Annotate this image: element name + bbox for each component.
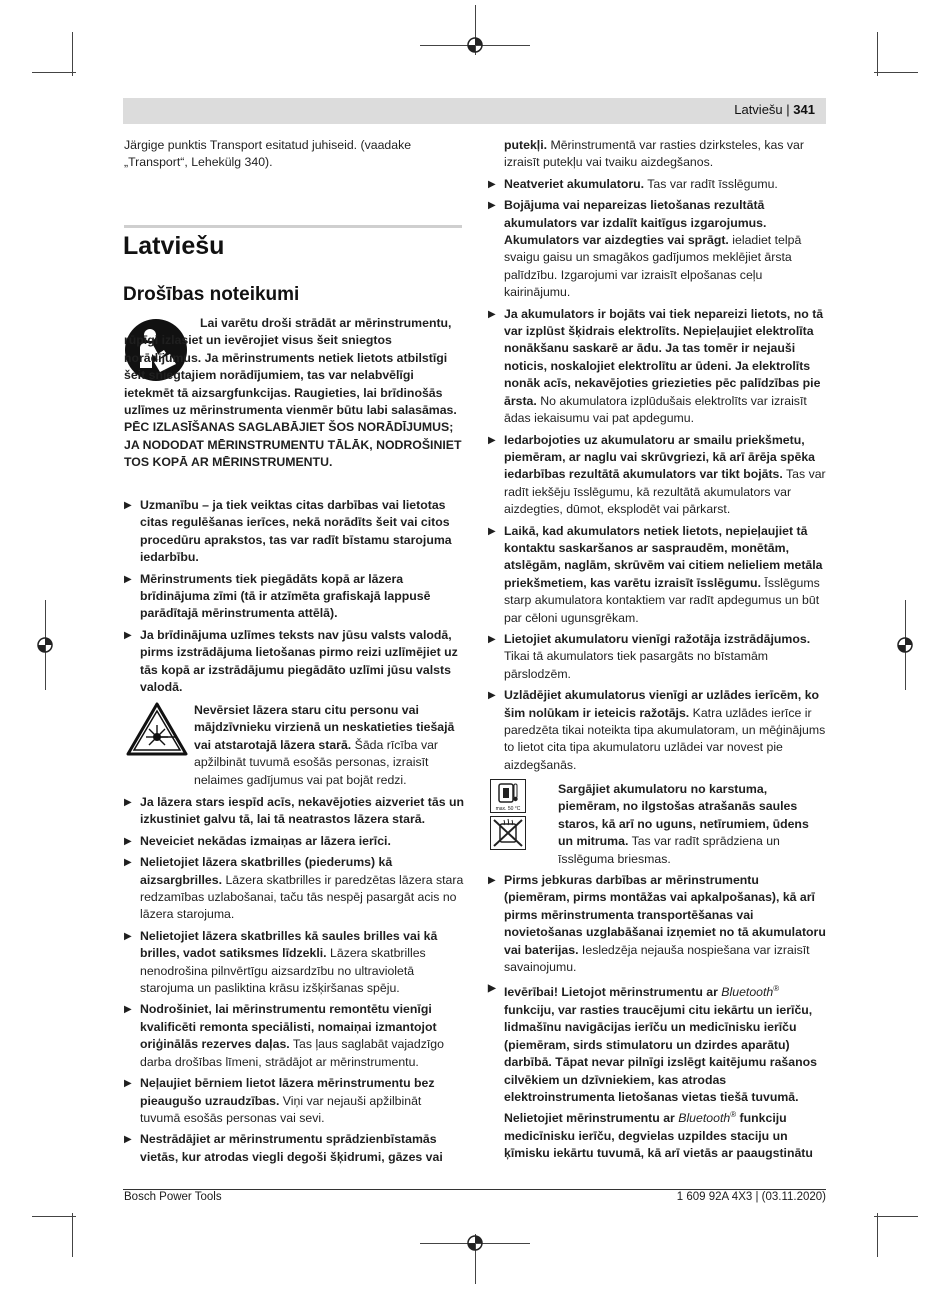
footer-rule <box>123 1189 826 1190</box>
bullet-arrow-icon: ▶ <box>124 629 132 641</box>
bullet-item: ▶ Pirms jebkuras darbības ar mērinstrumentu (piemēram, pirms montāžas vai apkalpošanas), kā arī pirms mērinstrumenta transportēšanas vai novietošanas uzglabāšanai izņemiet no tā akumulatoru vai baterijas. Iesledzēja nejauša nospiešana var izraisīt savainojumu. <box>488 873 826 975</box>
left-bullets-b <box>124 794 464 1166</box>
bullet-arrow-icon: ▶ <box>488 525 496 537</box>
header-section: Latviešu <box>734 102 783 117</box>
bullet-item: ▶ Neļaujiet bērniem lietot lāzera mērinstrumentu bez pieaugušo uzraudzības. Viņi var nejauši apžilbināt tuvumā esošās personas vai sevi. <box>124 1076 435 1125</box>
bullet-item: ▶ Lietojiet akumulatoru vienīgi ražotāja izstrādājumos. Tikai tā akumulators tiek pasargāts no bīstamām pārslodzēm. <box>488 631 811 681</box>
prev-section-paragraph: Järgige punktis Transport esitatud juhiseid. (vaadake „Transport“, Lehekülg 340). <box>124 138 412 170</box>
crop-mark <box>32 1216 76 1217</box>
intro-paragraph <box>124 315 464 472</box>
bullet-arrow-icon: ▶ <box>124 1134 132 1146</box>
bullet-arrow-icon: ▶ <box>488 690 496 702</box>
crop-mark <box>874 72 918 73</box>
bullet-item: ▶ Nodrošiniet, lai mērinstrumentu remontētu vienīgi kvalificēti remonta speciālisti, nomaiņai izmantojot oriģinālās rezerves daļas. Tas ļaus saglabāt vajadzīgo darba drošības līmeni, strādājot ar mērinstrumentu. <box>124 1002 444 1069</box>
footer-doc-id: 1 609 92A 4X3 | (03.11.2020) <box>676 1191 826 1203</box>
bullet-arrow-icon: ▶ <box>488 983 496 995</box>
temperature-caption: max. 50 °C <box>495 806 521 812</box>
bullet-arrow-icon: ▶ <box>488 178 496 190</box>
left-bullets-a <box>124 497 464 696</box>
prev-section-text <box>124 137 464 172</box>
bullet-item: ▶ Nelietojiet lāzera skatbrilles (piederums) kā aizsargbrilles. Lāzera skatbrilles ir paredzētas lāzera stara redzamības uzlabošanai, taču tās nespēj pasargāt acis no lāzera starojuma. <box>124 855 464 922</box>
intro-text: Lai varētu droši strādāt ar mērinstrumentu, rūpīgi izlasiet un ievērojiet visus šeit sniegtos norādījumus. Ja mērinstruments netiek lietots atbilstīgi šeit sniegtajiem norādījumiem, tas var nelabvēlīgi ietekmēt tā aizsargfunkcijas. Raugieties, lai brīdinošās uzlīmes uz mērinstrumenta vienmēr būtu labi salasāmas. PĒC IZLASĪŠANAS SAGLABĀJIET ŠOS NORĀDĪJUMUS; JA NODODAT MĒRINSTRUMENTU TĀLĀK, NODROŠINIET TOS KOPĀ AR MĒRINSTRUMENTU. <box>124 316 462 470</box>
no-water-icon <box>490 816 526 850</box>
bullet-item: ▶ Ja brīdinājuma uzlīmes teksts nav jūsu valsts valodā, pirms izstrādājuma lietošanas pirmo reizi uzlīmējiet uz tās kopā ar izstrādājumu piegādāto uzlīmi jūsu valsts valodā. <box>124 627 458 695</box>
bullet-item: ▶ Laikā, kad akumulators netiek lietots, nepieļaujiet tā kontaktu saskaršanos ar saspraudēm, monētām, atslēgām, naglām, skrūvēm vai citiem nelieliem metāla priekšmetiem, kas varētu izraisīt īsslēgumu. Īsslēgums starp akumulatora kontaktiem var radīt apdegumus un būt par cēloni ugunsgrēkam. <box>488 523 823 625</box>
registration-mark-icon <box>894 634 916 656</box>
bullet-arrow-icon: ▶ <box>124 930 132 942</box>
temperature-icon <box>490 779 526 813</box>
bullet-item: ▶ Mērinstruments tiek piegādāts kopā ar lāzera brīdinājuma zīmi (tā ir atzīmēta grafiskajā lappusē parādītajā mērinstrumenta attēlā). <box>124 571 431 621</box>
bullet-item: ▶ Uzmanību – ja tiek veiktas citas darbības vai lietotas citas regulēšanas ierīces, nekā norādīts šeit vai citos procedūru aprakstos, tas var radīt bīstamu starojuma iedarbību. <box>124 498 452 565</box>
bullet-arrow-icon: ▶ <box>488 875 496 886</box>
bullet-item: ▶ Neatveriet akumulatoru. Tas var radīt īsslēgumu. <box>488 176 827 193</box>
crop-mark <box>72 1213 73 1257</box>
bullet-arrow-icon: ▶ <box>488 200 496 212</box>
laser-warning-icon <box>126 702 188 756</box>
bullet-item: ▶ Bojājuma vai nepareizas lietošanas rezultātā akumulators var izdalīt kaitīgus izgarojumus. Akumulators var aizdegties vai sprāgt. ieladiet telpā svaigu gaisu un smagākos gadījumos meklējiet ārsta palīdzību. Izgarojumi var izraisīt elpošanas ceļu kairinājumu. <box>488 198 802 300</box>
crop-mark <box>877 32 878 76</box>
bullet-item: ▶ Iedarbojoties uz akumulatoru ar smailu priekšmetu, piemēram, ar naglu vai skrūvgriezi, kā arī ārēja spēka iedarbības rezultātā akumulators var tikt bojāts. Tas var radīt iekšēju īsslēgumu, kā rezultātā akumulators var aizdegties, dūmot, eksplodēt vai pārkarst. <box>488 432 826 517</box>
continuation-paragraph: putekļi. Mērinstrumentā var rasties dzirksteles, kas var izraisīt putekļu vai tvaiku aizdegšanos. <box>504 138 804 170</box>
crop-mark <box>32 72 76 73</box>
bullet-arrow-icon: ▶ <box>124 1078 132 1090</box>
bullet-item: ▶ Nestrādājiet ar mērinstrumentu sprādzienbīstamās vietās, kur atrodas viegli degoši šķidrumi, gāzes vai <box>124 1132 443 1164</box>
bullet-item: ▶ Nelietojiet lāzera skatbrilles kā saules brilles vai kā brilles, vadot satiksmes līdzekli. Lāzera skatbrilles nenodrošina pilnvērtīgu aizsardzību no ultravioletā starojuma un pasliktina krāsu izšķiršanas spēju. <box>124 928 438 996</box>
laser-warning-text: Nevērsiet lāzera staru citu personu vai mājdzīvnieku virzienā un neskatieties tiešajā vai atstarotajā lāzera starā. Šāda rīcība var apžilbināt tuvumā esošās personas, izraisīt nelaimes gadījumus vai pat bojāt redzi. <box>194 703 455 787</box>
bullet-item: ▶ Ja akumulators ir bojāts vai tiek nepareizi lietots, no tā var izplūst šķidrais elektrolīts. Nepieļaujiet elektrolīta nonākšanu saskarē ar ādu. Ja tas tomēr ir nejauši noticis, noskalojiet elektrolītu ar ūdeni. Ja elektrolīts nonāk acīs, nekavējoties griezieties pēc palīdzības pie ārsta. No akumulatora izplūdušais elektrolīts var izraisīt ādas iekaisumu vai pat apdegumu. <box>488 306 824 426</box>
footer-brand: Bosch Power Tools <box>124 1191 222 1203</box>
bullet-arrow-icon: ▶ <box>124 573 132 585</box>
header-separator: | <box>786 102 790 117</box>
bullet-arrow-icon: ▶ <box>124 797 132 808</box>
registration-mark-icon <box>464 1232 486 1254</box>
bullet-arrow-icon: ▶ <box>124 1004 132 1016</box>
page-number: 341 <box>793 102 815 117</box>
bullet-item: ▶ Ja lāzera stars iespīd acīs, nekavējoties aizveriet tās un izkustiniet galvu tā, lai tā neatrastos lāzera starā. <box>124 795 464 827</box>
right-column-top <box>488 137 827 774</box>
bullet-arrow-icon: ▶ <box>488 434 496 446</box>
bullet-item: ▶ Uzlādējiet akumulatorus vienīgi ar uzlādes ierīcēm, ko šim nolūkam ir ieteicis ražotājs. Katra uzlādes ierīce ir paredzēta tikai noteikta tipa akumulatoram, un mēģinājums to lietot cita tipa akumulatoru uzlādei var novest pie aizdegšanās. <box>488 688 826 772</box>
right-column-bottom <box>488 872 827 1163</box>
registration-mark-icon <box>464 34 486 56</box>
section-heading: Drošības noteikumi <box>123 284 300 305</box>
crop-mark <box>72 32 73 76</box>
bullet-arrow-icon: ▶ <box>124 500 132 511</box>
header-bar <box>123 98 826 124</box>
page-title: Latviešu <box>123 232 225 260</box>
bullet-arrow-icon: ▶ <box>124 835 132 847</box>
bluetooth-bullet: ▶ Ievērībai! Lietojot mērinstrumentu ar Bluetooth® funkciju, var rasties traucējumi citu iekārtu un ierīču, lidmašīnu navigācijas ierīču un medicīnisku ierīču (piemēram, sirds stimulatoru un dzirdes aparātu) darbībā. Tāpat nevar pilnīgi izslēgt kaitējumu rašanos cilvēkiem un dzīvniekiem, kas atrodas elektroinstrumenta lietošanas vietas tiešā tuvumā. Nelietojiet mērinstrumentu ar Bluetooth® funkciju medicīnisku ierīču, degvielas uzpildes staciju un ķīmisku iekārtu tuvumā, kā arī vietās ar paaugstinātu <box>488 980 827 1162</box>
running-header <box>734 102 815 117</box>
heat-warning-text: Sargājiet akumulatoru no karstuma, piemēram, no ilgstošas atrašanās saules staros, kā arī no uguns, netīrumiem, ūdens un mitruma. Tas var radīt sprādziena un īsslēguma briesmas. <box>558 782 809 866</box>
crop-mark <box>877 1213 878 1257</box>
registration-mark-icon <box>34 634 56 656</box>
bullet-arrow-icon: ▶ <box>124 857 132 869</box>
bullet-arrow-icon: ▶ <box>488 308 496 320</box>
section-divider <box>124 225 462 228</box>
bullet-item: ▶ Neveiciet nekādas izmaiņas ar lāzera ierīci. <box>124 833 464 850</box>
bullet-arrow-icon: ▶ <box>488 633 496 645</box>
crop-mark <box>874 1216 918 1217</box>
